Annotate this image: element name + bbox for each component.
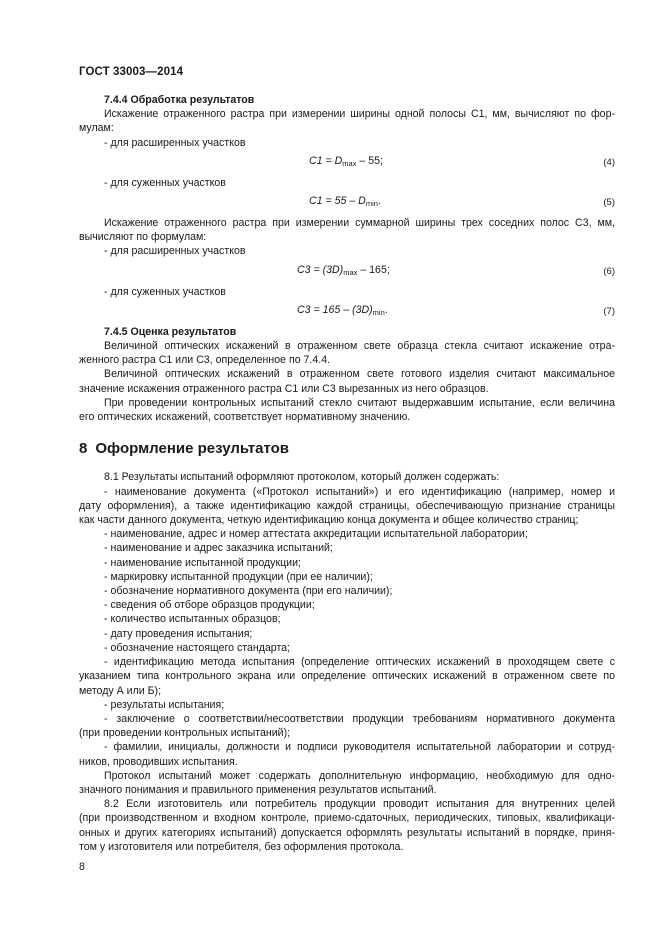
formula-expression: $C3 = 165 - (3D)_{min}$.	[297, 303, 388, 317]
list-item	[79, 541, 615, 555]
list-item-line: - маркировку испытанной продукции (при ее наличии);	[104, 570, 373, 583]
formula-6	[79, 261, 615, 281]
formula-number: (5)	[603, 197, 615, 209]
paragraph-line: том у изготовителя или потребителя, без оформления протокола.	[79, 840, 404, 853]
section-number: 8	[79, 440, 88, 458]
list-item	[79, 740, 615, 768]
paragraph-line: Величиной оптических искажений в отраженном свете готового изделия считают максимальное	[104, 368, 615, 381]
list-item: - для расширенных участков	[104, 136, 246, 149]
list-item-line: - наименование документа («Протокол испытаний») и его идентификацию (например, номер и	[104, 485, 615, 498]
list-item	[79, 527, 615, 541]
subsection-heading-7-4-4: 7.4.4 Обработка результатов	[104, 94, 255, 106]
list-item-line: - количество испытанных образцов;	[104, 613, 281, 626]
formula-expression: $C1 = D_{max} - 55$;	[309, 154, 383, 168]
paragraph-line: онных и других категориях испытаний) допускается оформлять результаты испытаний в порядке, приня-	[79, 826, 615, 839]
list-item-line: - заключение о соответствии/несоответствии продукции требованиям нормативного документа	[104, 712, 615, 725]
paragraph-line: мулам:	[79, 122, 114, 135]
document-header: ГОСТ 33003—2014	[79, 66, 184, 78]
list-item-line: (при проведении контрольных испытаний);	[79, 727, 291, 740]
list-item: - для расширенных участков	[104, 245, 246, 258]
paragraph-8-1: 8.1 Результаты испытаний оформляют протоколом, который должен содержать:	[104, 471, 500, 484]
list-item-line: дату оформления), а также идентификацию каждой страницы, обеспечивающую признание страницы	[79, 499, 615, 512]
list-item: - для суженных участков	[104, 176, 226, 189]
list-item-line: ников, проводивших испытания.	[79, 755, 238, 768]
list-item	[79, 556, 615, 570]
list-item-line: - дату проведения испытания;	[104, 627, 253, 640]
list-item	[79, 485, 615, 528]
formula-7	[79, 301, 615, 321]
page-number: 8	[79, 861, 85, 873]
list-item-line: - фамилии, инициалы, должности и подписи руководителя испытательной лаборатории и сотруд-	[104, 741, 615, 754]
formula-5	[79, 192, 615, 212]
list-item	[79, 641, 615, 655]
requirements-list	[79, 485, 615, 769]
list-item-line: методу А или Б);	[79, 684, 162, 697]
formula-number: (4)	[603, 156, 615, 168]
document-body	[79, 93, 615, 854]
list-item-line: - результаты испытания;	[104, 698, 225, 711]
formula-expression: $C1 = 55 - D_{min}$.	[309, 195, 381, 209]
list-item	[79, 598, 615, 612]
list-item	[79, 612, 615, 626]
list-item-line: - обозначение настоящего стандарта;	[104, 641, 291, 654]
paragraph-line: 8.2 Если изготовитель или потребитель продукции проводит испытания для внутренних целей	[104, 798, 615, 811]
paragraph-line: При проведении контрольных испытаний стекло считают выдержавшим испытание, если величина	[104, 396, 615, 409]
paragraph-line: вычисляют по формулам:	[79, 231, 207, 244]
paragraph-line: Величиной оптических искажений в отраженном свете образца стекла считают искажение отра-	[104, 340, 615, 353]
paragraph-line: его оптических искажений, соответствует нормативному значению.	[79, 411, 411, 424]
list-item-line: - сведения об отборе образцов продукции;	[104, 599, 315, 612]
list-item	[79, 655, 615, 698]
list-item	[79, 627, 615, 641]
section-title: Оформление результатов	[95, 440, 290, 458]
list-item	[79, 584, 615, 598]
list-item	[79, 570, 615, 584]
paragraph-line: женного растра C1 или C3, определенное по 7.4.4.	[79, 354, 331, 367]
paragraph-line: значение искажения отраженного растра С1 или С3 вырезанных из него образцов.	[79, 382, 489, 395]
list-item-line: - наименование испытанной продукции;	[104, 556, 301, 569]
list-item-line: - наименование и адрес заказчика испытаний;	[104, 542, 333, 555]
paragraph-line: Искажение отраженного растра при измерении суммарной ширины трех соседних полос C3, мм,	[104, 217, 615, 230]
list-item-line: - наименование, адрес и номер аттестата аккредитации испытательной лаборатории;	[104, 528, 528, 541]
list-item	[79, 712, 615, 740]
list-item-line: указанием типа контрольного экрана или определение оптических искажений в отраженном свете по	[79, 670, 615, 683]
paragraph-line: (при производственном и входном контроле, приемо-сдаточных, периодических, типовых, квалификаци-	[79, 812, 615, 825]
formula-number: (7)	[603, 305, 615, 317]
list-item-line: - идентификацию метода испытания (определение оптических искажений в проходящем свете с	[104, 656, 615, 669]
list-item: - для суженных участков	[104, 285, 226, 298]
list-item-line: как части данного документа, четкую идентификацию конца документа и общее количество страниц;	[79, 514, 579, 527]
subsection-heading-7-4-5: 7.4.5 Оценка результатов	[104, 325, 237, 338]
formula-number: (6)	[603, 265, 615, 277]
formula-4	[79, 152, 615, 172]
paragraph-line: значного понимания и правильного применения результатов испытаний.	[79, 783, 437, 796]
formula-expression: $C3 = (3D)_{max} - 165$;	[297, 263, 390, 277]
paragraph-line: Протокол испытаний может содержать дополнительную информацию, необходимую для одно-	[104, 769, 615, 782]
paragraph-line: Искажение отраженного растра при измерении ширины одной полосы C1, мм, вычисляют по фор-	[104, 108, 615, 121]
list-item-line: - обозначение нормативного документа (при его наличии);	[104, 585, 393, 598]
list-item	[79, 698, 615, 712]
section-heading-8	[79, 442, 615, 456]
